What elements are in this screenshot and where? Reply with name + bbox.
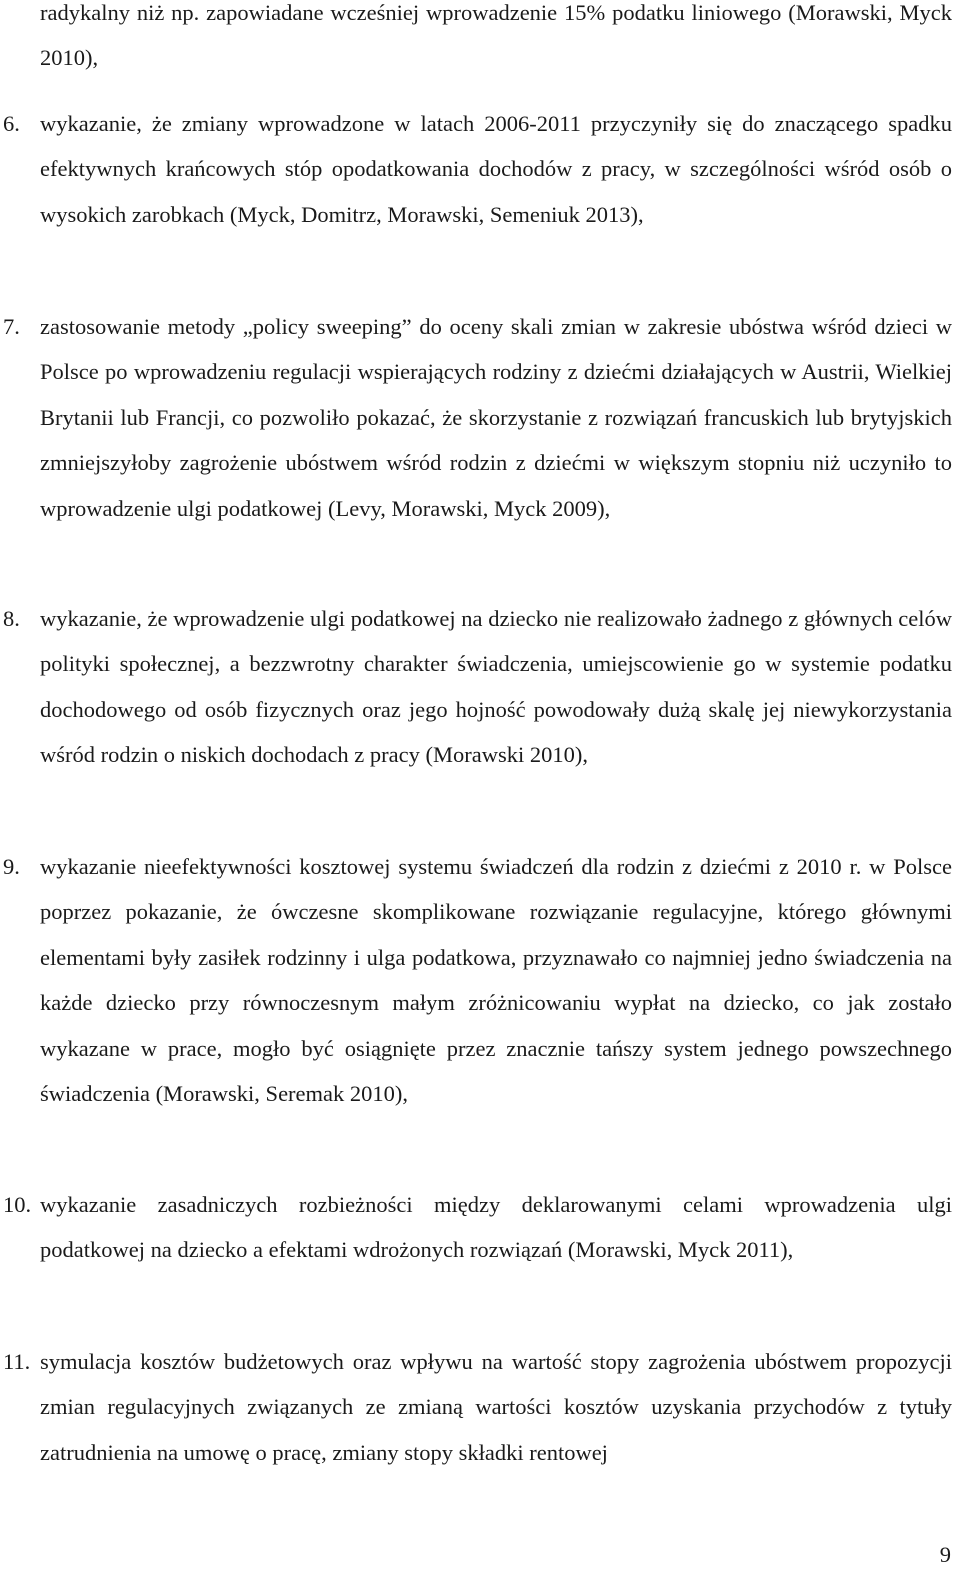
- list-item-text: wykazanie, że zmiany wprowadzone w latach 2006-2011 przyczyniły się do znaczącego spadku efektywnych krańcowych stóp opodatkowania dochodów z pracy, w szczególności wśród osób o wysokich zarobkach (Myck, Domitrz, Morawski, Semeniuk 2013),: [40, 111, 952, 227]
- list-item-text: zastosowanie metody „policy sweeping” do oceny skali zmian w zakresie ubóstwa wśród dzieci w Polsce po wprowadzeniu regulacji wspierających rodziny z dziećmi działających w Austrii, Wielkiej Brytanii lub Francji, co pozwoliło pokazać, że skorzystanie z rozwiązań francuskich lub brytyjskich zmniejszyłoby zagrożenie ubóstwem wśród rodzin z dziećmi w większym stopniu niż uczyniło to wprowadzenie ulgi podatkowej (Levy, Morawski, Myck 2009),: [40, 314, 952, 521]
- continuation-paragraph: radykalny niż np. zapowiadane wcześniej wprowadzenie 15% podatku liniowego (Morawski, Myck 2010),: [40, 0, 952, 71]
- list-item-text: wykazanie nieefektywności kosztowej systemu świadczeń dla rodzin z dziećmi z 2010 r. w Polsce poprzez pokazanie, że ówczesne skomplikowane rozwiązanie regulacyjne, którego głównymi elementami były zasiłek rodzinny i ulga podatkowa, przyznawało co najmniej jedno świadczenia na każde dziecko przy równoczesnym małym zróżnicowaniu wypłat na dziecko, co jak zostało wykazane w prace, mogło być osiągnięte przez znacznie tańszy system jednego powszechnego świadczenia (Morawski, Seremak 2010),: [40, 854, 952, 1107]
- list-item-number: 10.: [3, 1192, 32, 1217]
- list-item-text: wykazanie zasadniczych rozbieżności między deklarowanymi celami wprowadzenia ulgi podatkowej na dziecko a efektami wdrożonych rozwiązań (Morawski, Myck 2011),: [40, 1192, 952, 1263]
- list-item-text: symulacja kosztów budżetowych oraz wpływu na wartość stopy zagrożenia ubóstwem propozycji zmian regulacyjnych związanych ze zmianą wartości kosztów uzyskania przychodów z tytuły zatrudnienia na umowę o pracę, zmiany stopy składki rentowej: [40, 1349, 952, 1465]
- page-number: 9: [939, 1542, 951, 1567]
- list-item-number: 8.: [3, 606, 20, 631]
- list-item-number: 6.: [3, 111, 20, 136]
- list-item-number: 7.: [3, 314, 20, 339]
- list-item-number: 11.: [3, 1349, 31, 1374]
- list-item-number: 9.: [3, 854, 20, 879]
- list-item-text: wykazanie, że wprowadzenie ulgi podatkowej na dziecko nie realizowało żadnego z głównych celów polityki społecznej, a bezzwrotny charakter świadczenia, umiejscowienie go w systemie podatku dochodowego od osób fizycznych oraz jego hojność powodowały dużą skalę jej niewykorzystania wśród rodzin o niskich dochodach z pracy (Morawski 2010),: [40, 606, 952, 768]
